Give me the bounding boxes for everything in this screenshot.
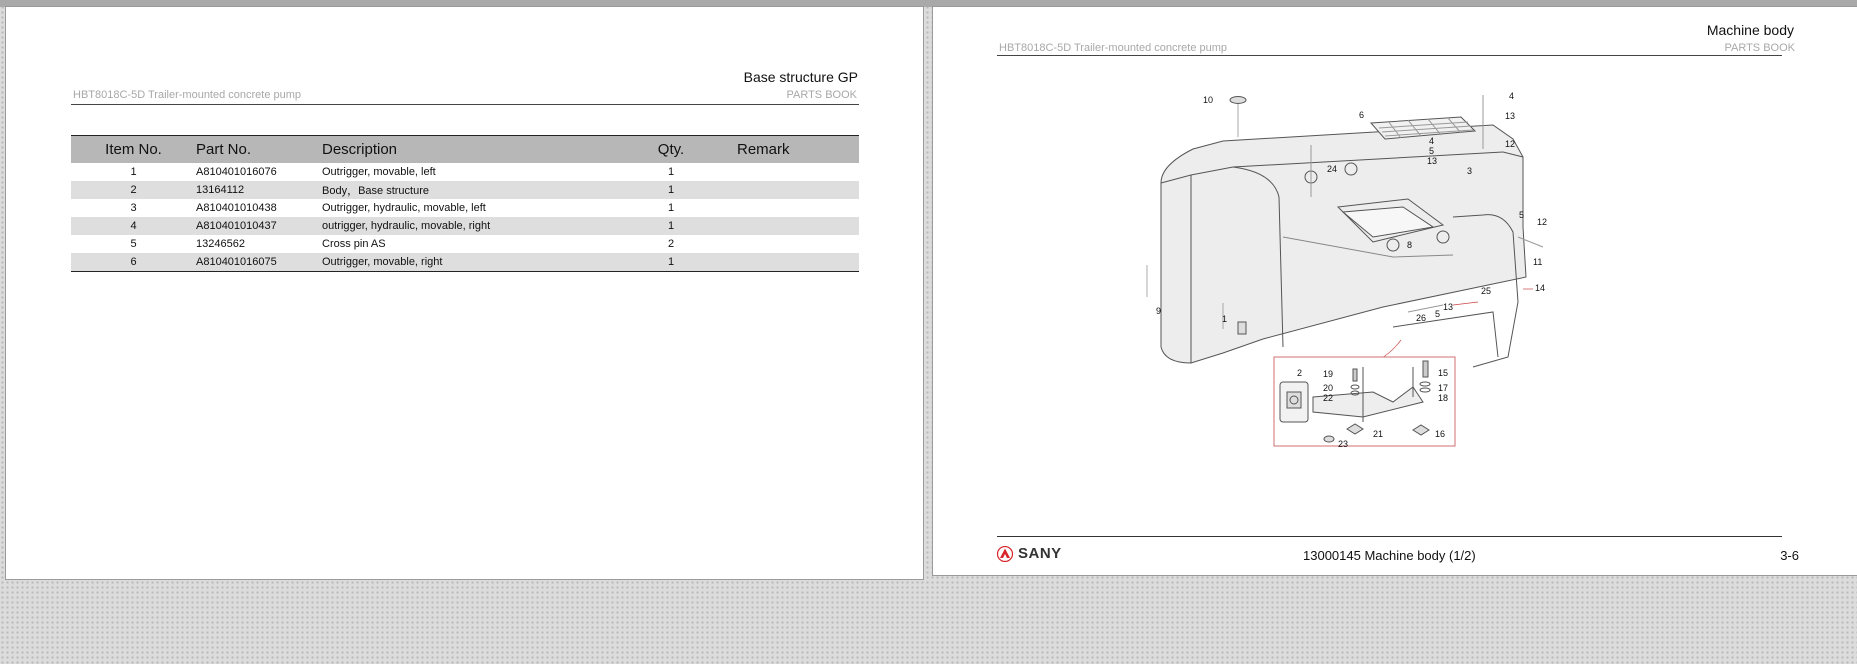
table-row	[71, 199, 859, 217]
svg-text:13: 13	[1505, 111, 1516, 121]
document-title: HBT8018C-5D Trailer-mounted concrete pump	[999, 42, 1228, 54]
table-header-row	[71, 136, 859, 164]
col-header-item-no: Item No.	[71, 136, 196, 164]
section-title: Machine body	[1706, 22, 1794, 38]
exploded-parts-diagram	[933, 57, 1857, 497]
cell-item: 5	[130, 238, 137, 250]
section-title: Base structure GP	[743, 69, 858, 85]
cell-remark	[709, 235, 859, 253]
cell-remark	[709, 199, 859, 217]
ring-part	[1230, 97, 1246, 104]
table-row	[71, 235, 859, 253]
sany-logo-icon	[996, 546, 1014, 562]
document-title: HBT8018C-5D Trailer-mounted concrete pump	[73, 89, 302, 101]
header-rule	[997, 55, 1782, 56]
svg-text:11: 11	[1533, 257, 1543, 267]
cell-qty: 1	[667, 202, 675, 214]
svg-text:13: 13	[1443, 302, 1454, 312]
parts-table	[71, 135, 859, 272]
cell-desc: Outrigger, movable, right	[322, 253, 633, 272]
viewer-top-edge	[0, 0, 1857, 7]
svg-text:21: 21	[1373, 429, 1384, 439]
col-header-remark: Remark	[709, 136, 859, 164]
table-row	[71, 163, 859, 181]
cell-item: 4	[71, 217, 196, 235]
header-rule	[71, 104, 859, 105]
svg-text:3: 3	[1467, 166, 1473, 176]
svg-text:15: 15	[1438, 368, 1449, 378]
svg-text:22: 22	[1323, 393, 1334, 403]
svg-text:20: 20	[1323, 383, 1334, 393]
table-row	[71, 217, 859, 235]
cell-remark	[709, 217, 859, 235]
svg-text:23: 23	[1338, 439, 1349, 449]
table-row	[71, 181, 859, 199]
cell-part: 13246562	[196, 238, 245, 250]
cell-remark	[709, 181, 859, 199]
col-header-part-no: Part No.	[196, 136, 322, 164]
brand-name: SANY	[1018, 545, 1062, 562]
cell-item: 3	[130, 202, 137, 214]
svg-text:12: 12	[1537, 217, 1548, 227]
sany-logo	[996, 545, 1062, 562]
cell-desc: outrigger, hydraulic, movable, right	[322, 217, 633, 235]
svg-text:1: 1	[1222, 314, 1228, 324]
cell-qty: 1	[667, 166, 675, 178]
col-header-qty: Qty.	[633, 136, 709, 164]
cell-desc: Outrigger, movable, left	[322, 166, 436, 178]
svg-text:12: 12	[1505, 139, 1516, 149]
cell-item: 1	[130, 166, 137, 178]
cell-qty: 2	[667, 238, 675, 250]
cell-remark	[709, 163, 859, 181]
cell-desc: Body，Base structure	[322, 181, 633, 199]
svg-text:5: 5	[1429, 146, 1435, 156]
col-header-description: Description	[322, 136, 633, 164]
svg-text:26: 26	[1416, 313, 1427, 323]
page-number: 3-6	[1780, 548, 1799, 563]
svg-text:13: 13	[1427, 156, 1438, 166]
svg-text:6: 6	[1359, 110, 1365, 120]
cell-part: A810401016075	[196, 253, 322, 272]
svg-text:25: 25	[1481, 286, 1492, 296]
cell-part: A810401010438	[196, 202, 277, 214]
svg-text:10: 10	[1203, 95, 1214, 105]
cell-part: A810401010437	[196, 217, 322, 235]
book-label: PARTS BOOK	[1724, 42, 1795, 54]
svg-text:5: 5	[1435, 309, 1441, 319]
cell-qty: 1	[633, 217, 709, 235]
svg-text:17: 17	[1438, 383, 1449, 393]
svg-text:18: 18	[1438, 393, 1449, 403]
table-row	[71, 253, 859, 272]
cell-qty: 1	[633, 181, 709, 199]
cell-item: 6	[71, 253, 196, 272]
cell-remark	[709, 253, 859, 272]
cell-part: 13164112	[196, 181, 322, 199]
cell-desc: Cross pin AS	[322, 238, 386, 250]
book-label: PARTS BOOK	[786, 89, 857, 101]
footer-title: 13000145 Machine body (1/2)	[1303, 548, 1476, 563]
cell-item: 2	[71, 181, 196, 199]
parts-list-page	[6, 7, 923, 579]
svg-text:4: 4	[1509, 91, 1515, 101]
svg-text:8: 8	[1407, 240, 1413, 250]
footer-rule	[997, 536, 1782, 537]
cell-qty: 1	[633, 253, 709, 272]
svg-text:24: 24	[1327, 164, 1338, 174]
svg-text:2: 2	[1297, 368, 1303, 378]
cell-part: A810401016076	[196, 166, 277, 178]
svg-text:5: 5	[1519, 210, 1525, 220]
svg-text:19: 19	[1323, 369, 1334, 379]
svg-text:16: 16	[1435, 429, 1446, 439]
cell-desc: Outrigger, hydraulic, movable, left	[322, 202, 486, 214]
svg-text:14: 14	[1535, 283, 1546, 293]
svg-text:9: 9	[1156, 306, 1162, 316]
svg-text:4: 4	[1429, 136, 1435, 146]
exploded-view-page	[933, 7, 1857, 575]
